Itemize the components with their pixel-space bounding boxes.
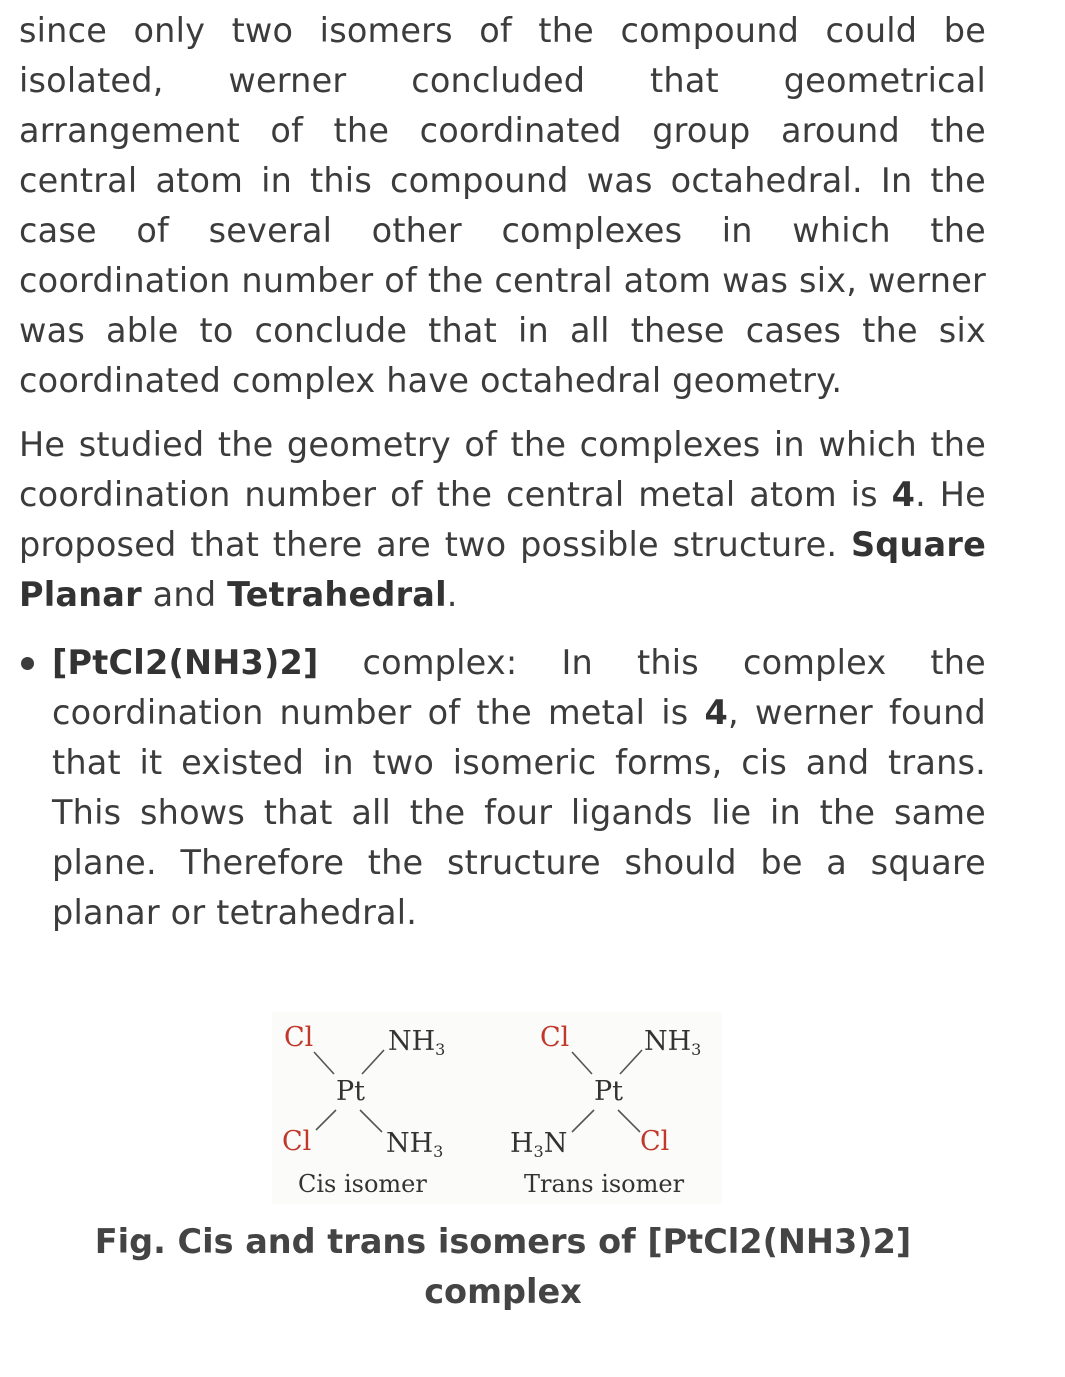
article-content (19, 6, 986, 938)
trans-isomer-label: Trans isomer (524, 1170, 685, 1198)
paragraph-text-middle: . He proposed that there are two possible structure. (19, 475, 986, 564)
cis-bond-bottom-right (360, 1110, 382, 1132)
bullet-text-after: , werner found that it existed in two isomeric forms, cis and trans. This shows that all the four ligands lie in the same plane. Therefore the structure should be a square planar or tetrahedral. (52, 693, 986, 932)
cis-center-atom: Pt (336, 1076, 366, 1107)
trans-bond-bottom-right (618, 1110, 640, 1132)
trans-center-atom: Pt (594, 1076, 624, 1107)
trans-bottom-left-pre: H (510, 1128, 534, 1159)
cis-bottom-right-sub: 3 (433, 1142, 444, 1161)
cis-top-left-ligand: Cl (284, 1022, 314, 1053)
list-item (19, 638, 986, 938)
trans-bottom-left-ligand (510, 1128, 567, 1161)
cis-bond-top-left (314, 1052, 334, 1074)
paragraph-octahedral (19, 6, 986, 406)
cis-labels (282, 1022, 445, 1198)
trans-bond-top-right (620, 1050, 642, 1074)
trans-top-right-ligand (644, 1026, 701, 1059)
cis-bottom-left-ligand: Cl (282, 1126, 312, 1157)
trans-bottom-right-ligand: Cl (640, 1126, 670, 1157)
trans-top-right-sub: 3 (691, 1040, 702, 1059)
trans-bond-bottom-left (572, 1110, 594, 1132)
bullet-text-before: complex: In this complex the coordination number of the metal is (52, 643, 986, 732)
coordination-number: 4 (891, 475, 916, 514)
cis-top-right-sub: 3 (435, 1040, 446, 1059)
cis-bond-top-right (362, 1050, 384, 1074)
complex-formula: [PtCl2(NH3)2] (52, 643, 319, 682)
cis-isomer-label: Cis isomer (298, 1170, 427, 1198)
figure-caption (60, 1217, 946, 1317)
trans-top-left-ligand: Cl (540, 1022, 570, 1053)
caption-line-2: complex (424, 1272, 582, 1311)
trans-labels (510, 1022, 701, 1198)
cis-bottom-right-main: NH (386, 1128, 434, 1159)
term-square-planar: Square Planar (19, 525, 986, 614)
trans-bottom-left-post: N (543, 1128, 568, 1159)
bullet-list (19, 638, 986, 938)
paragraph-coordination-four (19, 420, 986, 620)
paragraph-text-before: He studied the geometry of the complexes in which the coordination number of the central metal atom is (19, 425, 986, 514)
paragraph-text: since only two isomers of the compound could be isolated, werner concluded that geometrical arrangement of the coordinated group around the central atom in this compound was octahedral. In the case of several other complexes in which the coordination number of the central atom was six, werner was able to conclude that in all these cases the six coordinated complex have octahedral geometry. (19, 11, 986, 400)
bullet-dot-icon (21, 657, 34, 670)
trans-bottom-left-sub: 3 (533, 1142, 544, 1161)
isomer-figure (272, 1012, 722, 1204)
trans-bond-top-left (572, 1052, 592, 1074)
paragraph-joiner: and (141, 575, 228, 614)
cis-top-right-main: NH (388, 1026, 436, 1057)
term-tetrahedral: Tetrahedral (227, 575, 447, 614)
cis-top-right-ligand (388, 1026, 445, 1059)
caption-line-1: Fig. Cis and trans isomers of [PtCl2(NH3)2] (94, 1222, 912, 1261)
cis-bottom-right-ligand (386, 1128, 443, 1161)
coordination-number: 4 (704, 693, 728, 732)
trans-top-right-main: NH (644, 1026, 692, 1057)
paragraph-end: . (446, 575, 458, 614)
cis-bond-bottom-left (316, 1110, 336, 1130)
isomer-diagram (272, 1012, 722, 1204)
